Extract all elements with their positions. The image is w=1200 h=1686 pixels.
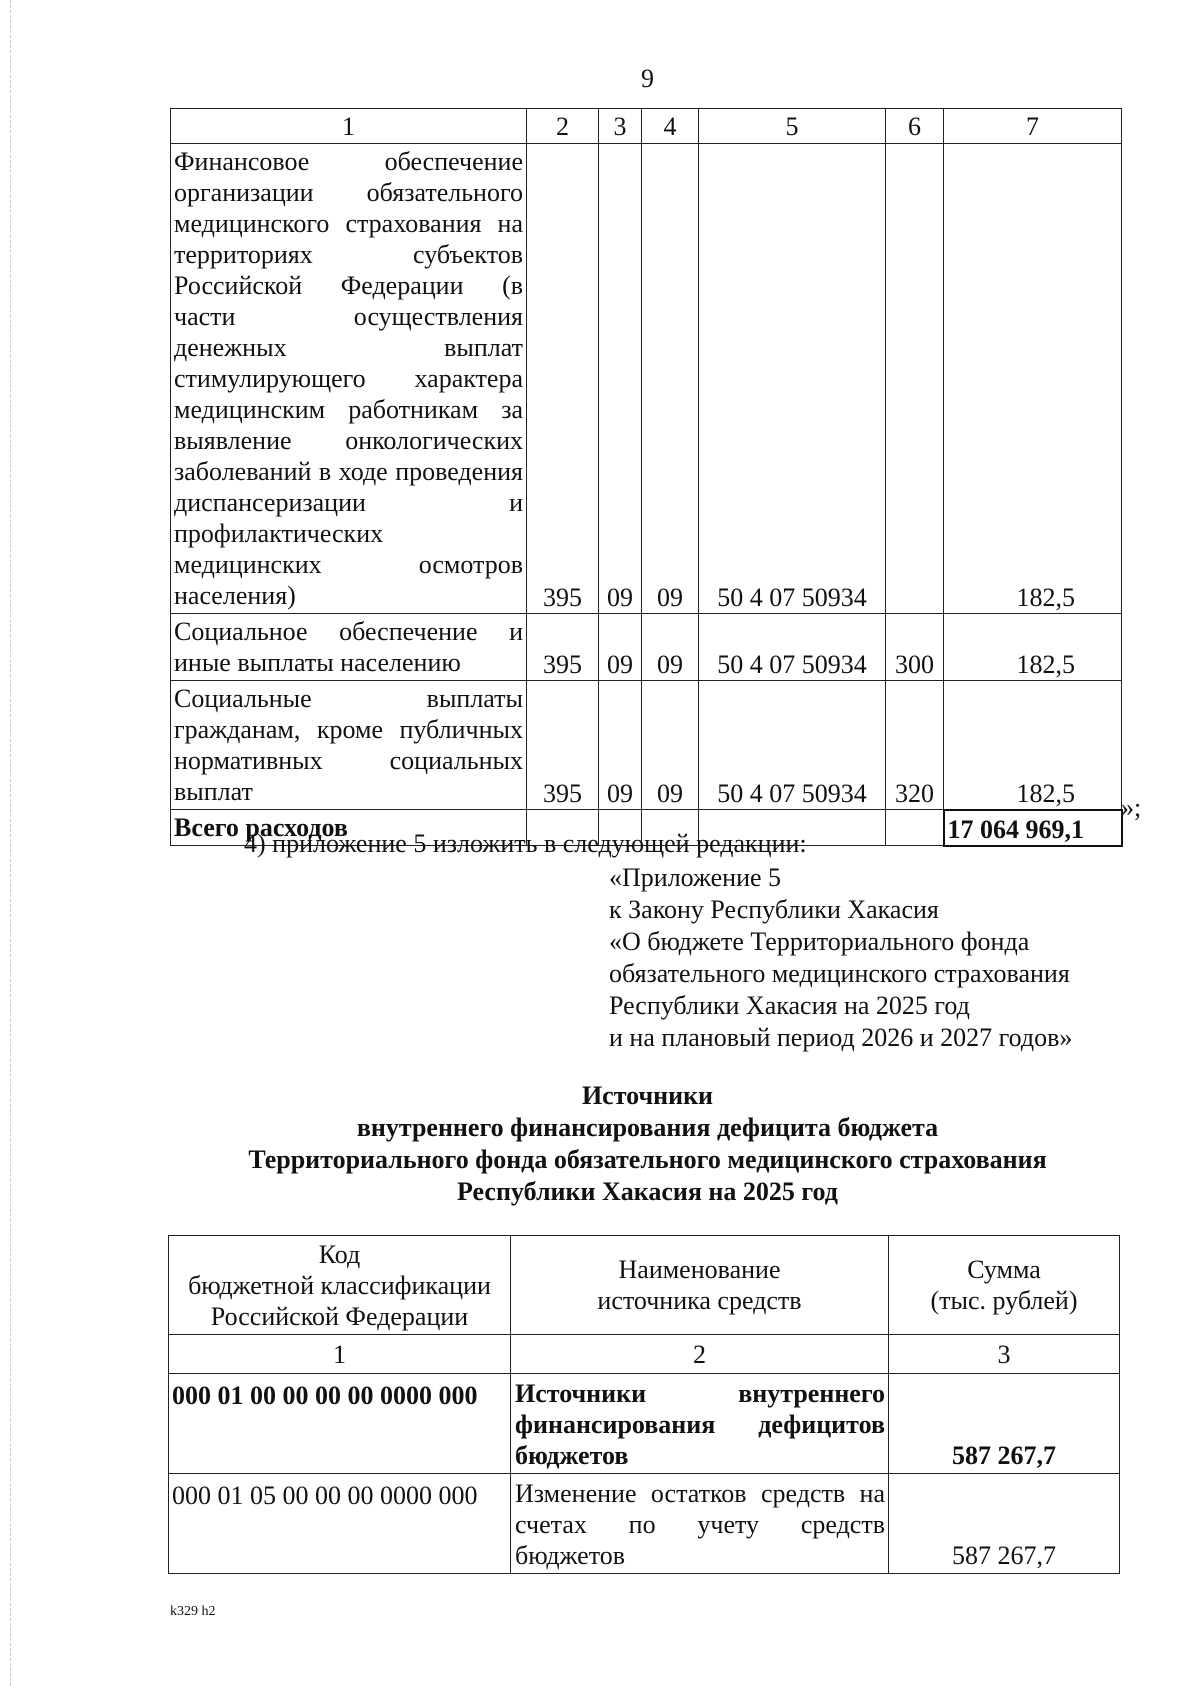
sum-header (889, 1236, 1120, 1335)
row-code: 000 01 00 00 00 00 0000 000 (169, 1374, 511, 1474)
name-header (511, 1236, 889, 1335)
cell-subsection: 09 (642, 681, 699, 810)
title-line: внутреннего финансирования дефицита бюджета (356, 1113, 939, 1142)
table-row (169, 1374, 1120, 1474)
cell-amount: 182,5 (944, 681, 1122, 810)
appendix-line: «Приложение 5 (609, 863, 782, 892)
row-name: Социальное обеспечение и иные выплаты населению (171, 614, 527, 681)
scan-edge-line (10, 0, 11, 1686)
section-title (0, 1080, 1200, 1208)
amendment-clause: 4) приложение 5 изложить в следующей редакции: (244, 829, 807, 858)
header-line: Код (318, 1239, 361, 1269)
table-row (171, 614, 1122, 681)
column-number: 1 (169, 1335, 511, 1374)
header-line: источника средств (597, 1286, 802, 1315)
title-line: Республики Хакасия на 2025 год (457, 1177, 838, 1206)
page-number: 9 (641, 64, 654, 93)
column-number: 2 (511, 1335, 889, 1374)
total-label: Всего расходов (171, 810, 527, 846)
column-header: 5 (699, 109, 886, 144)
appendix-line: «О бюджете Территориального фонда (609, 927, 1030, 956)
cell-code: 395 (527, 681, 599, 810)
cell-section: 09 (599, 614, 642, 681)
row-name: Финансовое обеспечение организации обязательного медицинского страхования на территориях субъектов Российской Федерации (в части осуществления денежных выплат стимулирующего характера медицинским работникам за выявление онкологических заболеваний в ходе проведения диспансеризации и профилактических медицинских осмотров населения) (171, 144, 527, 614)
column-header: 4 (642, 109, 699, 144)
document-code: k329 h2 (170, 1604, 216, 1619)
column-number: 3 (889, 1335, 1120, 1374)
cell-target: 50 4 07 50934 (699, 144, 886, 614)
cell-target: 50 4 07 50934 (699, 614, 886, 681)
column-number-row (169, 1335, 1120, 1374)
row-name: Источники внутреннего финансирования дефицитов бюджетов (511, 1374, 889, 1474)
column-header: 6 (886, 109, 944, 144)
column-header: 1 (171, 109, 527, 144)
column-header: 3 (599, 109, 642, 144)
appendix-line: Республики Хакасия на 2025 год (609, 991, 970, 1020)
cell-type: 320 (886, 681, 944, 810)
table-header-row (171, 109, 1122, 144)
cell-code: 395 (527, 144, 599, 614)
header-line: Наименование (618, 1255, 781, 1284)
cell-code: 395 (527, 614, 599, 681)
financing-sources-table (168, 1235, 1120, 1574)
cell-amount: 182,5 (944, 144, 1122, 614)
empty-cell (886, 810, 944, 846)
closing-quote: »; (1121, 793, 1142, 822)
header-line: (тыс. рублей) (930, 1286, 1078, 1315)
row-sum: 587 267,7 (889, 1374, 1120, 1474)
cell-subsection: 09 (642, 614, 699, 681)
row-name: Социальные выплаты гражданам, кроме публичных нормативных социальных выплат (171, 681, 527, 810)
cell-section: 09 (599, 681, 642, 810)
appendix-line: обязательного медицинского страхования (609, 959, 1070, 988)
header-line: Российской Федерации (210, 1301, 469, 1331)
row-sum: 587 267,7 (889, 1474, 1120, 1574)
cell-section: 09 (599, 144, 642, 614)
header-line: бюджетной классификации (188, 1270, 491, 1300)
cell-type: 300 (886, 614, 944, 681)
table-header-row (169, 1236, 1120, 1335)
column-header: 7 (944, 109, 1122, 144)
header-line: Сумма (967, 1255, 1041, 1284)
row-name: Изменение остатков средств на счетах по учету средств бюджетов (511, 1474, 889, 1574)
table-row (171, 144, 1122, 614)
cell-target: 50 4 07 50934 (699, 681, 886, 810)
expenses-table (170, 108, 1123, 847)
total-value: 17 064 969,1 (944, 810, 1122, 846)
row-code: 000 01 05 00 00 00 0000 000 (169, 1474, 511, 1574)
column-header: 2 (527, 109, 599, 144)
code-header (169, 1236, 511, 1335)
cell-type (886, 144, 944, 614)
cell-subsection: 09 (642, 144, 699, 614)
table-row (171, 681, 1122, 810)
appendix-line: и на плановый период 2026 и 2027 годов» (609, 1023, 1073, 1052)
appendix-line: к Закону Республики Хакасия (609, 895, 939, 924)
title-line: Территориального фонда обязательного медицинского страхования (248, 1145, 1047, 1174)
title-line: Источники (581, 1081, 714, 1110)
table-row (169, 1474, 1120, 1574)
cell-amount: 182,5 (944, 614, 1122, 681)
appendix-heading (609, 862, 1072, 1054)
